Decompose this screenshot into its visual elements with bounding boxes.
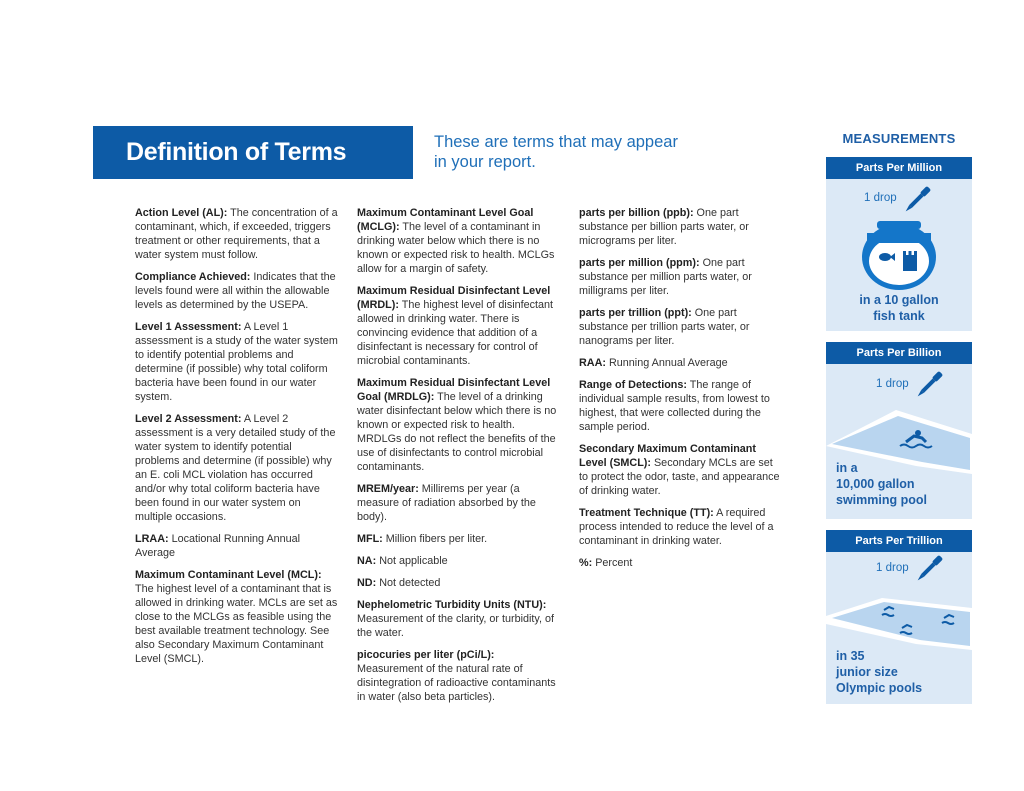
term-definition (135, 568, 338, 666)
ppb-panel-title: Parts Per Billion (826, 342, 972, 364)
term-name: picocuries per liter (pCi/L): (357, 649, 495, 661)
term-name: Secondary Maximum Contaminant Level (SMCL): (579, 443, 756, 469)
term-name: MREM/year: (357, 483, 419, 495)
term-definition (135, 412, 338, 524)
ppb-drop-label: 1 drop (876, 378, 909, 390)
term-definition (135, 270, 338, 312)
term-description: A Level 2 assessment is a very detailed study of the water system to identify potential problems and determine (if possible) why an E. coli MCL violation has occurred and/or why total coliform bacteria have been found in our water system on multiple occasions. (135, 413, 336, 523)
term-name: NA: (357, 555, 377, 567)
measurements-heading: MEASUREMENTS (842, 131, 956, 146)
ppm-panel (826, 157, 972, 331)
term-definition (357, 284, 560, 368)
term-description: The highest level of disinfectant allowed in drinking water. There is convincing evidence that addition of a disinfectant is necessary for control of microbial contaminants. (357, 299, 554, 367)
ppb-caption: in a 10,000 gallon swimming pool (836, 461, 927, 507)
term-definition (135, 320, 338, 404)
dropper-icon (912, 552, 946, 586)
ppt-drop-label: 1 drop (876, 562, 909, 574)
dropper-icon (912, 368, 946, 402)
term-name: Maximum Residual Disinfectant Level Goal (MRDLG): (357, 377, 551, 403)
term-definition (579, 356, 784, 370)
term-name: parts per million (ppm): (579, 257, 700, 269)
terms-column-1 (135, 206, 338, 674)
term-name: parts per trillion (ppt): (579, 307, 692, 319)
term-definition (357, 206, 560, 276)
term-definition (135, 206, 338, 262)
ppm-caption: in a 10 gallon fish tank (859, 293, 939, 323)
term-definition (357, 598, 560, 640)
term-definition (135, 532, 338, 560)
term-definition (579, 206, 784, 248)
term-description: Measurement of the natural rate of disintegration of radioactive contaminants in water (also beta particles). (357, 663, 556, 703)
ppm-panel-title: Parts Per Million (826, 157, 972, 179)
term-definition (357, 576, 560, 590)
term-name: Compliance Achieved: (135, 271, 251, 283)
term-description: Not applicable (376, 555, 448, 567)
page-title: Definition of Terms (126, 138, 347, 166)
term-description: Not detected (376, 577, 441, 589)
term-definition (579, 256, 784, 298)
term-description: Measurement of the clarity, or turbidity, of the water. (357, 613, 555, 639)
term-name: Maximum Contaminant Level Goal (MCLG): (357, 207, 534, 233)
term-name: LRAA: (135, 533, 169, 545)
term-name: ND: (357, 577, 377, 589)
ppb-panel (826, 342, 972, 519)
term-description: One part substance per trillion parts water, or nanograms per liter. (579, 307, 750, 347)
term-description: The concentration of a contaminant, which, if exceeded, triggers treatment or other requirements, that a water system must follow. (135, 207, 338, 261)
term-name: %: (579, 557, 593, 569)
term-definition (579, 556, 784, 570)
term-name: Level 1 Assessment: (135, 321, 242, 333)
term-name: Treatment Technique (TT): (579, 507, 714, 519)
term-description: Locational Running Annual Average (135, 533, 301, 559)
term-definition (357, 648, 560, 704)
term-name: MFL: (357, 533, 383, 545)
term-definition (579, 378, 784, 434)
term-description: Secondary MCLs are set to protect the odor, taste, and appearance of drinking water. (579, 457, 780, 497)
term-description: A required process intended to reduce the level of a contaminant in drinking water. (579, 507, 774, 547)
term-description: The level of a contaminant in drinking water below which there is no known or expected risk to health. MCLGs allow for a margin of safety. (357, 221, 555, 275)
term-name: Maximum Residual Disinfectant Level (MRDL): (357, 285, 551, 311)
ppt-panel-title: Parts Per Trillion (826, 530, 972, 552)
term-description: One part substance per million parts water, or milligrams per liter. (579, 257, 752, 297)
terms-column-2 (357, 206, 560, 712)
term-name: Maximum Contaminant Level (MCL): (135, 569, 322, 581)
term-definition (579, 506, 784, 548)
term-description: Millirems per year (a measure of radiation absorbed by the body). (357, 483, 536, 523)
term-name: parts per billion (ppb): (579, 207, 694, 219)
fish-tank-icon (859, 219, 939, 291)
term-definition (357, 532, 560, 546)
term-name: Nephelometric Turbidity Units (NTU): (357, 599, 547, 611)
term-description: Percent (592, 557, 633, 569)
term-definition (579, 306, 784, 348)
page-subtitle: These are terms that may appear in your report. (434, 133, 678, 171)
term-description: A Level 1 assessment is a study of the water system to identify potential problems and determine (if possible) why total coliform bacteria have been found in our water system. (135, 321, 338, 403)
term-description: Million fibers per liter. (382, 533, 488, 545)
term-name: Action Level (AL): (135, 207, 228, 219)
term-description: Running Annual Average (606, 357, 728, 369)
title-bar (93, 126, 413, 179)
term-definition (357, 376, 560, 474)
term-description: Indicates that the levels found were all within the allowable levels as determined by the USEPA. (135, 271, 336, 311)
term-description: The level of a drinking water disinfectant below which there is no known or expected risk to health. MRDLGs do not reflect the benefits of the use of disinfectants to control microbial contaminants. (357, 391, 557, 473)
ppm-drop-label: 1 drop (864, 192, 897, 204)
term-definition (357, 554, 560, 568)
term-definition (579, 442, 784, 498)
term-description: The range of individual sample results, from lowest to highest, that were collected during the sample period. (579, 379, 770, 433)
term-definition (357, 482, 560, 524)
term-description: One part substance per billion parts water, or micrograms per liter. (579, 207, 749, 247)
term-description: The highest level of a contaminant that is allowed in drinking water. MCLs are set as close to the MCLGs as feasible using the best available treatment technology. See also Secondary Maximum Contaminant Level (SMCL). (135, 583, 338, 665)
ppt-caption: in 35 junior size Olympic pools (836, 649, 923, 695)
term-name: Level 2 Assessment: (135, 413, 242, 425)
terms-column-3 (579, 206, 784, 578)
term-name: RAA: (579, 357, 606, 369)
dropper-icon (900, 183, 934, 217)
ppt-panel (826, 530, 972, 704)
term-name: Range of Detections: (579, 379, 687, 391)
